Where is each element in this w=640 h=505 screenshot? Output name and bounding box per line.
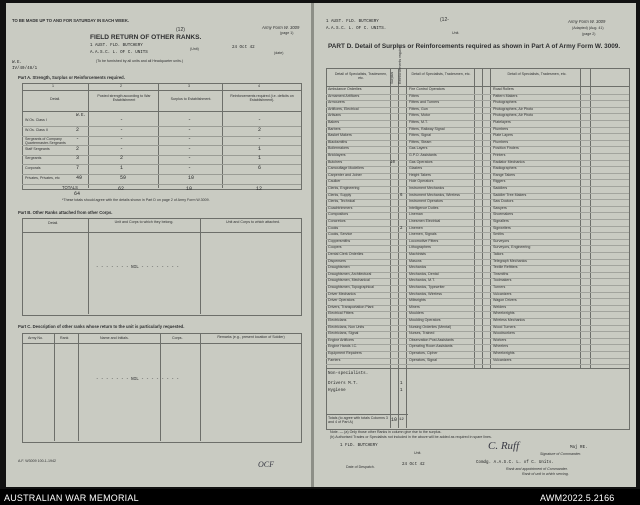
trade-col1: Electrical Fitters (328, 311, 354, 316)
trade-col3: Surveyors, Engineering (493, 245, 531, 250)
head-detail: Detail. (50, 97, 61, 101)
trade-col2: Observation Post Assistants (409, 337, 454, 342)
trade-col2: Linemen (409, 225, 423, 230)
trade-col1: Draughtsmen, Topographical (328, 285, 374, 289)
trade-col2: Nursing Orderlies (Mental) (409, 324, 452, 329)
trade-col2: Millwrights (409, 298, 426, 303)
date-label: (date) (274, 51, 284, 55)
non-spec-hygiene: Hygiene (328, 389, 346, 393)
total-surplus: 10 (186, 186, 193, 192)
part-c-nil: - - - - - - - NIL - - - - - - - - (96, 378, 179, 382)
trade-col2: Fitters, M.T. (409, 120, 428, 124)
trade-col1: Armament Artificers (328, 93, 360, 98)
trade-col3: Radiographers (493, 166, 517, 171)
unit-typed-2: A.A.S.C. L. OF C. UNITS (90, 51, 148, 55)
trade-col2: G.P.O. Assistants (409, 153, 437, 157)
part-a-row-we: 49 (76, 174, 83, 181)
part-d-head-2: Detail of Specialists, Tradesmen, etc. (411, 72, 471, 76)
trade-col3: Printers (493, 153, 506, 157)
part-d-row-rule (326, 265, 629, 266)
part-d-row-rule (326, 173, 629, 174)
part-b-head-detail: Detail. (48, 221, 59, 225)
trade-col1: Caulker (328, 179, 341, 184)
part-d-row-rule (326, 140, 629, 141)
trade-col3: Woodworkers (493, 331, 515, 336)
head-surplus: Surplus to Establishment. (170, 97, 212, 101)
trade-col1: Draughtsmen, Mechanical (328, 278, 370, 283)
trade-col3: Textile Refitters (493, 265, 518, 270)
trade-col3: Workers (493, 337, 507, 342)
part-a-row-we: 3 (76, 155, 80, 162)
trade-col3: Signallers (493, 219, 509, 223)
trade-col1: Draughtsmen (328, 265, 350, 270)
ranks-note: Rank of unit in which serving. (522, 472, 569, 476)
trade-col2: Operators, Signal (409, 357, 437, 362)
part-d-row-rule (326, 153, 629, 154)
part-d-row-rule (326, 245, 629, 246)
commander-appointment: Comdg. A.A.S.C. L. of C. Units. (476, 461, 554, 465)
archive-id: AWM2022.5.2166 (540, 493, 615, 503)
trade-col2: Locomotive Fitters (409, 238, 439, 243)
trade-col3: Plumbers (493, 139, 509, 144)
trade-col3: Vulcanizers (493, 357, 512, 362)
part-d-row-rule (326, 160, 629, 161)
trade-col3: Photographers (493, 100, 517, 105)
part-d-row-rule (326, 331, 629, 332)
trade-col3: Vulcanizers (493, 291, 512, 296)
part-d-row-rule (326, 272, 629, 273)
part-d-row-rule (326, 344, 629, 345)
trade-col2: Mechanics, Typewriter (409, 285, 445, 289)
part-d-row-rule (326, 133, 629, 134)
part-a-title: Part A. Strength, Surplus or Reinforcements required. (18, 75, 125, 80)
part-a-row-posted: - (120, 117, 124, 123)
trade-col2: Operating Room Assistants (409, 344, 453, 349)
trade-col1: Cooks (328, 225, 339, 230)
form-title: FIELD RETURN OF OTHER RANKS. (90, 34, 202, 41)
part-a-row-we: 2 (76, 145, 80, 152)
trade-col3: Sawyers (493, 205, 507, 210)
trade-col3: Surveyors (493, 238, 510, 243)
trade-col3: Road Rollers (493, 87, 514, 91)
page-label: (page 1) (280, 31, 294, 35)
trade-col1: Armourers (328, 100, 345, 105)
part-a-row-surplus: - (188, 126, 192, 133)
part-a-row-surplus: - (188, 155, 192, 162)
part-a-row-label: Privates, Privates, etc (25, 175, 60, 180)
trade-col2: Moulding Operators (409, 318, 441, 322)
trade-col1: Boilermakers (328, 146, 349, 151)
non-spec-drivers-value: 1 (400, 382, 403, 386)
signature-suffix: Maj RE. (570, 446, 588, 450)
trade-col2: Mechanics (409, 265, 427, 270)
trade-col1: Basket Makers (328, 133, 352, 138)
right-adapted: (Adapted) (Aug. 41) (572, 26, 604, 30)
right-unit-typed: 1 AUST. FLD. BUTCHERY (326, 20, 379, 24)
trade-col2: Lithographers (409, 245, 431, 250)
trade-col1: Compositors (328, 212, 349, 217)
trade-col1: Artisans (328, 113, 341, 118)
part-d-title: PART D. Detail of Surplus or Reinforcements required as shown in Part A of Army Form W. 3009. (328, 43, 621, 50)
part-a-row-reinf: 1 (258, 145, 262, 152)
part-a-col-1: 1 (52, 84, 54, 88)
form-subtitle: (To be furnished by all units and all Headquarter units.) (96, 59, 184, 63)
part-d-row-rule (326, 94, 629, 95)
part-d-row-rule (326, 107, 629, 108)
trade-col1: Ambulance Orderlies (328, 87, 362, 91)
we-label: W.E. (76, 114, 87, 118)
part-d-row-rule (326, 226, 629, 227)
trade-col3: Radiator Mechanics (493, 159, 525, 164)
trade-col1: Equipment Repairers (328, 351, 362, 355)
part-d-row-rule (326, 186, 629, 187)
commander-signature: C. Ruff (488, 440, 520, 452)
trade-col3: Platelayers (493, 120, 511, 124)
trade-col1: Carpenter and Joiner (328, 172, 362, 177)
part-d-row-rule (326, 100, 629, 101)
unit-label: (Unit) (190, 47, 199, 51)
part-d-row-rule (326, 113, 629, 114)
part-a-row-posted: - (120, 145, 124, 152)
return-date: 24 Oct 42 (232, 46, 255, 50)
trade-col1: Farriers (328, 357, 341, 362)
trade-col1: Coopers (328, 245, 342, 250)
signature-label: Signature of Commander. (540, 452, 582, 456)
part-d-row-rule (326, 232, 629, 233)
trade-col1: Driver Mechanics (328, 291, 356, 296)
trade-col2: Fitters, Steam (409, 139, 432, 144)
part-d-row-rule (326, 199, 629, 200)
trade-col2: Mechanics, Dental (409, 271, 439, 276)
trade-col3: Toolmakers (493, 278, 512, 283)
trade-col1: Barbers (328, 126, 341, 131)
trade-col2: Machinists (409, 252, 426, 256)
part-b-head-attached: Unit and Corps to which attached. (226, 220, 280, 224)
trade-reinf-value: 2 (400, 226, 403, 231)
part-d-row-rule (326, 120, 629, 121)
part-c-head-rank: Rank (60, 336, 69, 340)
we-reference: W.E. IV/40/48/1 (12, 61, 38, 71)
part-a-row-posted: - (120, 126, 124, 133)
part-d-row-rule (326, 325, 629, 326)
part-d-totals-label: Totals (to agree with totals Columns 3 and 4 of Part A) (328, 416, 388, 424)
part-c-title: Part C. Description of other ranks whose return to the unit is particularly requested. (18, 324, 185, 329)
trade-col2: Gas Operators (409, 159, 433, 164)
trade-col1: Coachtrimmers (328, 205, 353, 210)
part-a-row-we: 7 (76, 165, 80, 171)
trade-col3: Plate Layers (493, 133, 513, 138)
part-a-col-3: 3 (188, 84, 190, 88)
part-a-row-reinf: - (258, 136, 262, 143)
despatch-label: Date of Despatch. (346, 465, 375, 469)
part-a-row-label: Corporals (25, 166, 41, 170)
part-a-row-surplus: - (188, 136, 192, 143)
total-reinforcements: 12 (256, 186, 263, 192)
part-a-col-2: 2 (120, 84, 122, 88)
right-unit-typed-2: A.A.S.C. L. OF C. UNITS. (326, 27, 387, 31)
trade-reinf-value: 6 (400, 193, 403, 198)
trade-col1: Engine Hands I.C. (328, 344, 358, 349)
part-d-table (326, 68, 630, 430)
part-d-row-rule (326, 166, 629, 167)
trade-col3: Wagon Drivers (493, 298, 517, 303)
signoff-unit-label: Unit. (414, 451, 422, 455)
trade-col2: Mechanics, Wireless (409, 291, 442, 296)
part-d-row-rule (326, 259, 629, 260)
part-d-row-rule (326, 206, 629, 207)
part-d-row-rule (326, 239, 629, 240)
trade-col1: Concretors (328, 219, 346, 223)
trade-col2: Lineman (409, 212, 423, 217)
part-a-row-we: 2 (76, 126, 80, 133)
part-d-row-rule (326, 351, 629, 352)
trade-col3: Wood Turners (493, 324, 516, 329)
right-page-label: (page 2) (582, 32, 596, 36)
trade-col2: Nurses, Trained (409, 331, 435, 336)
unit-typed: 1 AUST. FLD. BUTCHERY (90, 44, 143, 48)
trade-col2: Mechanics, M.T. (409, 278, 435, 283)
trade-col2: Operators, Cipher (409, 351, 438, 355)
part-a-row-surplus: - (188, 145, 192, 152)
totals-label: TOTALS (62, 185, 78, 190)
trade-col2: Linesmen Electrical (409, 219, 441, 223)
trade-col1: Draughtsmen, Architectural (328, 271, 372, 276)
trade-col1: Clerks, Technical (328, 199, 356, 204)
total-posted: 62 (118, 186, 125, 192)
part-a-row-label: Sergeants of Company Quartermaster-Sergeants (25, 137, 66, 146)
trade-col3: Saddlers (493, 186, 508, 190)
trade-col2: Intelligence Duties (409, 205, 439, 210)
trade-col3: Pattern Makers (493, 93, 518, 98)
trade-col1: Dispensers (328, 258, 346, 263)
part-c-head-remarks: Remarks (e.g., present location of Soldier) (217, 335, 285, 339)
trade-col3: Wheelwrights (493, 311, 515, 316)
signoff-unit: 1 FLD. BUTCHERY (340, 444, 378, 448)
trade-col3: Wheelwrights (493, 351, 515, 355)
part-d-row-rule (326, 364, 629, 365)
head-surplus-col: Surplus (390, 71, 394, 84)
trade-col2: Fitters, Signal (409, 133, 431, 138)
appointment-label: Rank and appointment of Commander. (506, 467, 568, 471)
trade-col2: Miners (409, 304, 420, 309)
part-d-row-rule (326, 127, 629, 128)
trade-col3: Riggers (493, 179, 506, 184)
trade-col3: Saddler Tree Makers (493, 192, 527, 197)
part-a-row-surplus: 10 (188, 174, 195, 181)
trade-col1: Electricians (328, 318, 347, 322)
part-c-head-army-no: Army No. (28, 336, 43, 340)
part-a-row-posted: 59 (120, 174, 127, 181)
trade-col2: Fitters and Turners (409, 100, 440, 105)
trade-col1: Artificers, Electrical (328, 106, 359, 111)
part-a-note: *These totals should agree with the details shown in Part D on page 2 of Army Form W.3009. (62, 198, 210, 202)
trade-col1: Bakers (328, 120, 340, 124)
trade-col2: Instrument Mechanics, Wireless (409, 192, 460, 197)
part-a-row-reinf: - (258, 117, 262, 123)
trade-col1: Electricians, Signal (328, 331, 359, 336)
part-a-row-we: - (76, 136, 80, 143)
part-a-row-reinf: 2 (258, 126, 262, 133)
right-serial: (12- (440, 17, 449, 23)
part-d-total-surplus: 10 (391, 417, 398, 423)
part-d-row-rule (326, 219, 629, 220)
trade-col3: Range Takers (493, 172, 516, 177)
trade-col3: Turners (493, 285, 506, 289)
part-d-row-rule (326, 146, 629, 147)
trade-col3: Photographers, Air Photo (493, 113, 534, 118)
part-d-row-rule (326, 311, 629, 312)
part-a-row-surplus: - (188, 165, 192, 171)
trade-col1: Butchers (328, 159, 343, 164)
trade-col2: Fitters, Motor (409, 113, 431, 118)
part-d-row-rule (326, 179, 629, 180)
trade-col3: Tailors (493, 252, 504, 256)
part-d-note-a: Note. — (a) Only those other Ranks in column give rise to the surplus. (330, 430, 442, 434)
part-d-row-rule (326, 292, 629, 293)
trade-col1: Clerks, Engineering (328, 186, 360, 190)
trade-col1: Coppersmiths (328, 238, 351, 243)
trade-surplus-value: 10 (390, 160, 396, 165)
trade-col3: Welders (493, 304, 507, 309)
trade-col2: Height Takers (409, 172, 431, 177)
part-c-head-name: Name and Initials. (100, 336, 129, 340)
right-form-number: Army Form W. 3009 (568, 19, 606, 24)
trade-col1: Clerks, Supply (328, 192, 352, 197)
trade-col3: Smiths (493, 232, 504, 237)
trade-col2: Instrument Operators (409, 199, 443, 204)
trade-col3: Wheelers (493, 344, 509, 349)
part-d-row-rule (326, 318, 629, 319)
part-d-note-b: (b) Authorised Trades or Specialists not included in the above will be added as required in spare lines. (330, 435, 492, 439)
non-spec-hygiene-value: 1 (400, 389, 403, 393)
part-a-row-posted: - (120, 136, 124, 143)
part-a-row-label: W.Os. Class I (25, 118, 47, 122)
trade-col2: Instrument Mechanics (409, 186, 445, 190)
trade-col2: Hole Operators (409, 179, 434, 184)
right-unit-label: Unit. (452, 31, 460, 35)
part-a-row-label: W.Os. Class II (25, 127, 48, 132)
head-reinforcements: Reinforcements required (i.e. deficits on Establishment). (230, 94, 294, 102)
archive-name: AUSTRALIAN WAR MEMORIAL (4, 493, 139, 503)
form-number: Army Form W. 3009 (262, 25, 300, 30)
trade-col2: Fitters, Railway Signal (409, 126, 445, 131)
part-d-row-rule (326, 298, 629, 299)
head-reinf-col (399, 68, 403, 84)
part-a-row-reinf: 6 (258, 165, 262, 171)
trade-col2: Moulders (409, 311, 424, 316)
trade-col3: Telegraph Mechanics (493, 258, 527, 263)
part-a-row-label: Sergeants (25, 156, 42, 161)
trade-col2: Glaziers (409, 166, 423, 171)
part-a-col-4: 4 (258, 84, 260, 88)
part-d-head-3: Detail of Specialists, Tradesmen, etc. (507, 72, 567, 76)
part-a-row-posted: 2 (120, 155, 124, 162)
part-b-nil: - - - - - - - NIL - - - - - - - - (96, 266, 179, 270)
trade-col1: Driver Operators (328, 298, 355, 303)
serial-number: (12) (176, 27, 185, 33)
trade-col3: Position Finders (493, 146, 519, 151)
trade-col3: Tinsmiths (493, 271, 509, 276)
trade-col2: Fitters, Gun (409, 106, 428, 111)
form-notice: TO BE MADE UP TO AND FOR SATURDAY IN EACH WEEK. (12, 18, 130, 23)
trade-col1: Cooks, Service (328, 232, 353, 237)
part-d-row-rule (326, 252, 629, 253)
part-a-row-surplus: - (188, 117, 192, 123)
trade-col2: Fitters (409, 93, 419, 98)
trade-col3: Shoemakers (493, 212, 514, 217)
trade-col1: Electricians, Non Units (328, 324, 365, 329)
part-d-row-rule (326, 338, 629, 339)
trade-col1: Engine Artificers (328, 337, 354, 342)
trade-col3: Signwriters (493, 225, 511, 230)
part-a-row-reinf: 1 (258, 155, 262, 162)
part-c-table (22, 333, 302, 443)
part-d-row-rule (326, 278, 629, 279)
trade-col2: Masons (409, 258, 422, 263)
part-d-head-1: Detail of Specialists, Tradesmen, etc. (334, 72, 388, 80)
part-d-row-rule (326, 212, 629, 213)
part-c-head-corps: Corps. (172, 336, 183, 340)
part-a-row-label: Staff Sergeants (25, 146, 50, 151)
trade-col2: Gas Layers (409, 146, 428, 151)
part-d-row-rule (326, 358, 629, 359)
part-d-total-reinf: 12 (399, 418, 404, 422)
part-b-title: Part B. Other Ranks attached from other Corps. (18, 210, 113, 215)
trade-col3: Plumbers (493, 126, 509, 131)
non-spec-drivers: Drivers M.T. (328, 382, 359, 386)
part-d-row-rule (326, 193, 629, 194)
trade-col2: Fire Control Operators (409, 87, 445, 91)
total-we: 64 (74, 191, 81, 197)
trade-col1: Drivers, Transportation Plant (328, 304, 374, 309)
part-b-head-corps: Unit and Corps to which they belong. (114, 220, 174, 224)
trade-col2: Linemen, Signals (409, 232, 437, 237)
print-code: A.F. W3009 100-1-1942 (18, 459, 56, 463)
trade-col1: Dental Clerk Orderlies (328, 252, 364, 256)
trade-col1: Camouflage Modellers (328, 166, 364, 171)
trade-col3: Photographers, Air Photo (493, 106, 534, 111)
non-specialists-label: Non-specialists. (328, 372, 369, 376)
trade-col3: Wireless Mechanics (493, 318, 525, 322)
trade-col3: Saw Doctors (493, 199, 514, 204)
trade-col1: Bricklayers (328, 153, 346, 157)
part-a-row-posted: 1 (120, 165, 124, 171)
despatch-date: 24 Oct 42 (402, 463, 425, 467)
initials-signature: OCF (258, 460, 274, 469)
head-posted: Posted strength according to War Establishment (97, 94, 151, 102)
trade-col1: Blacksmiths (328, 139, 348, 144)
